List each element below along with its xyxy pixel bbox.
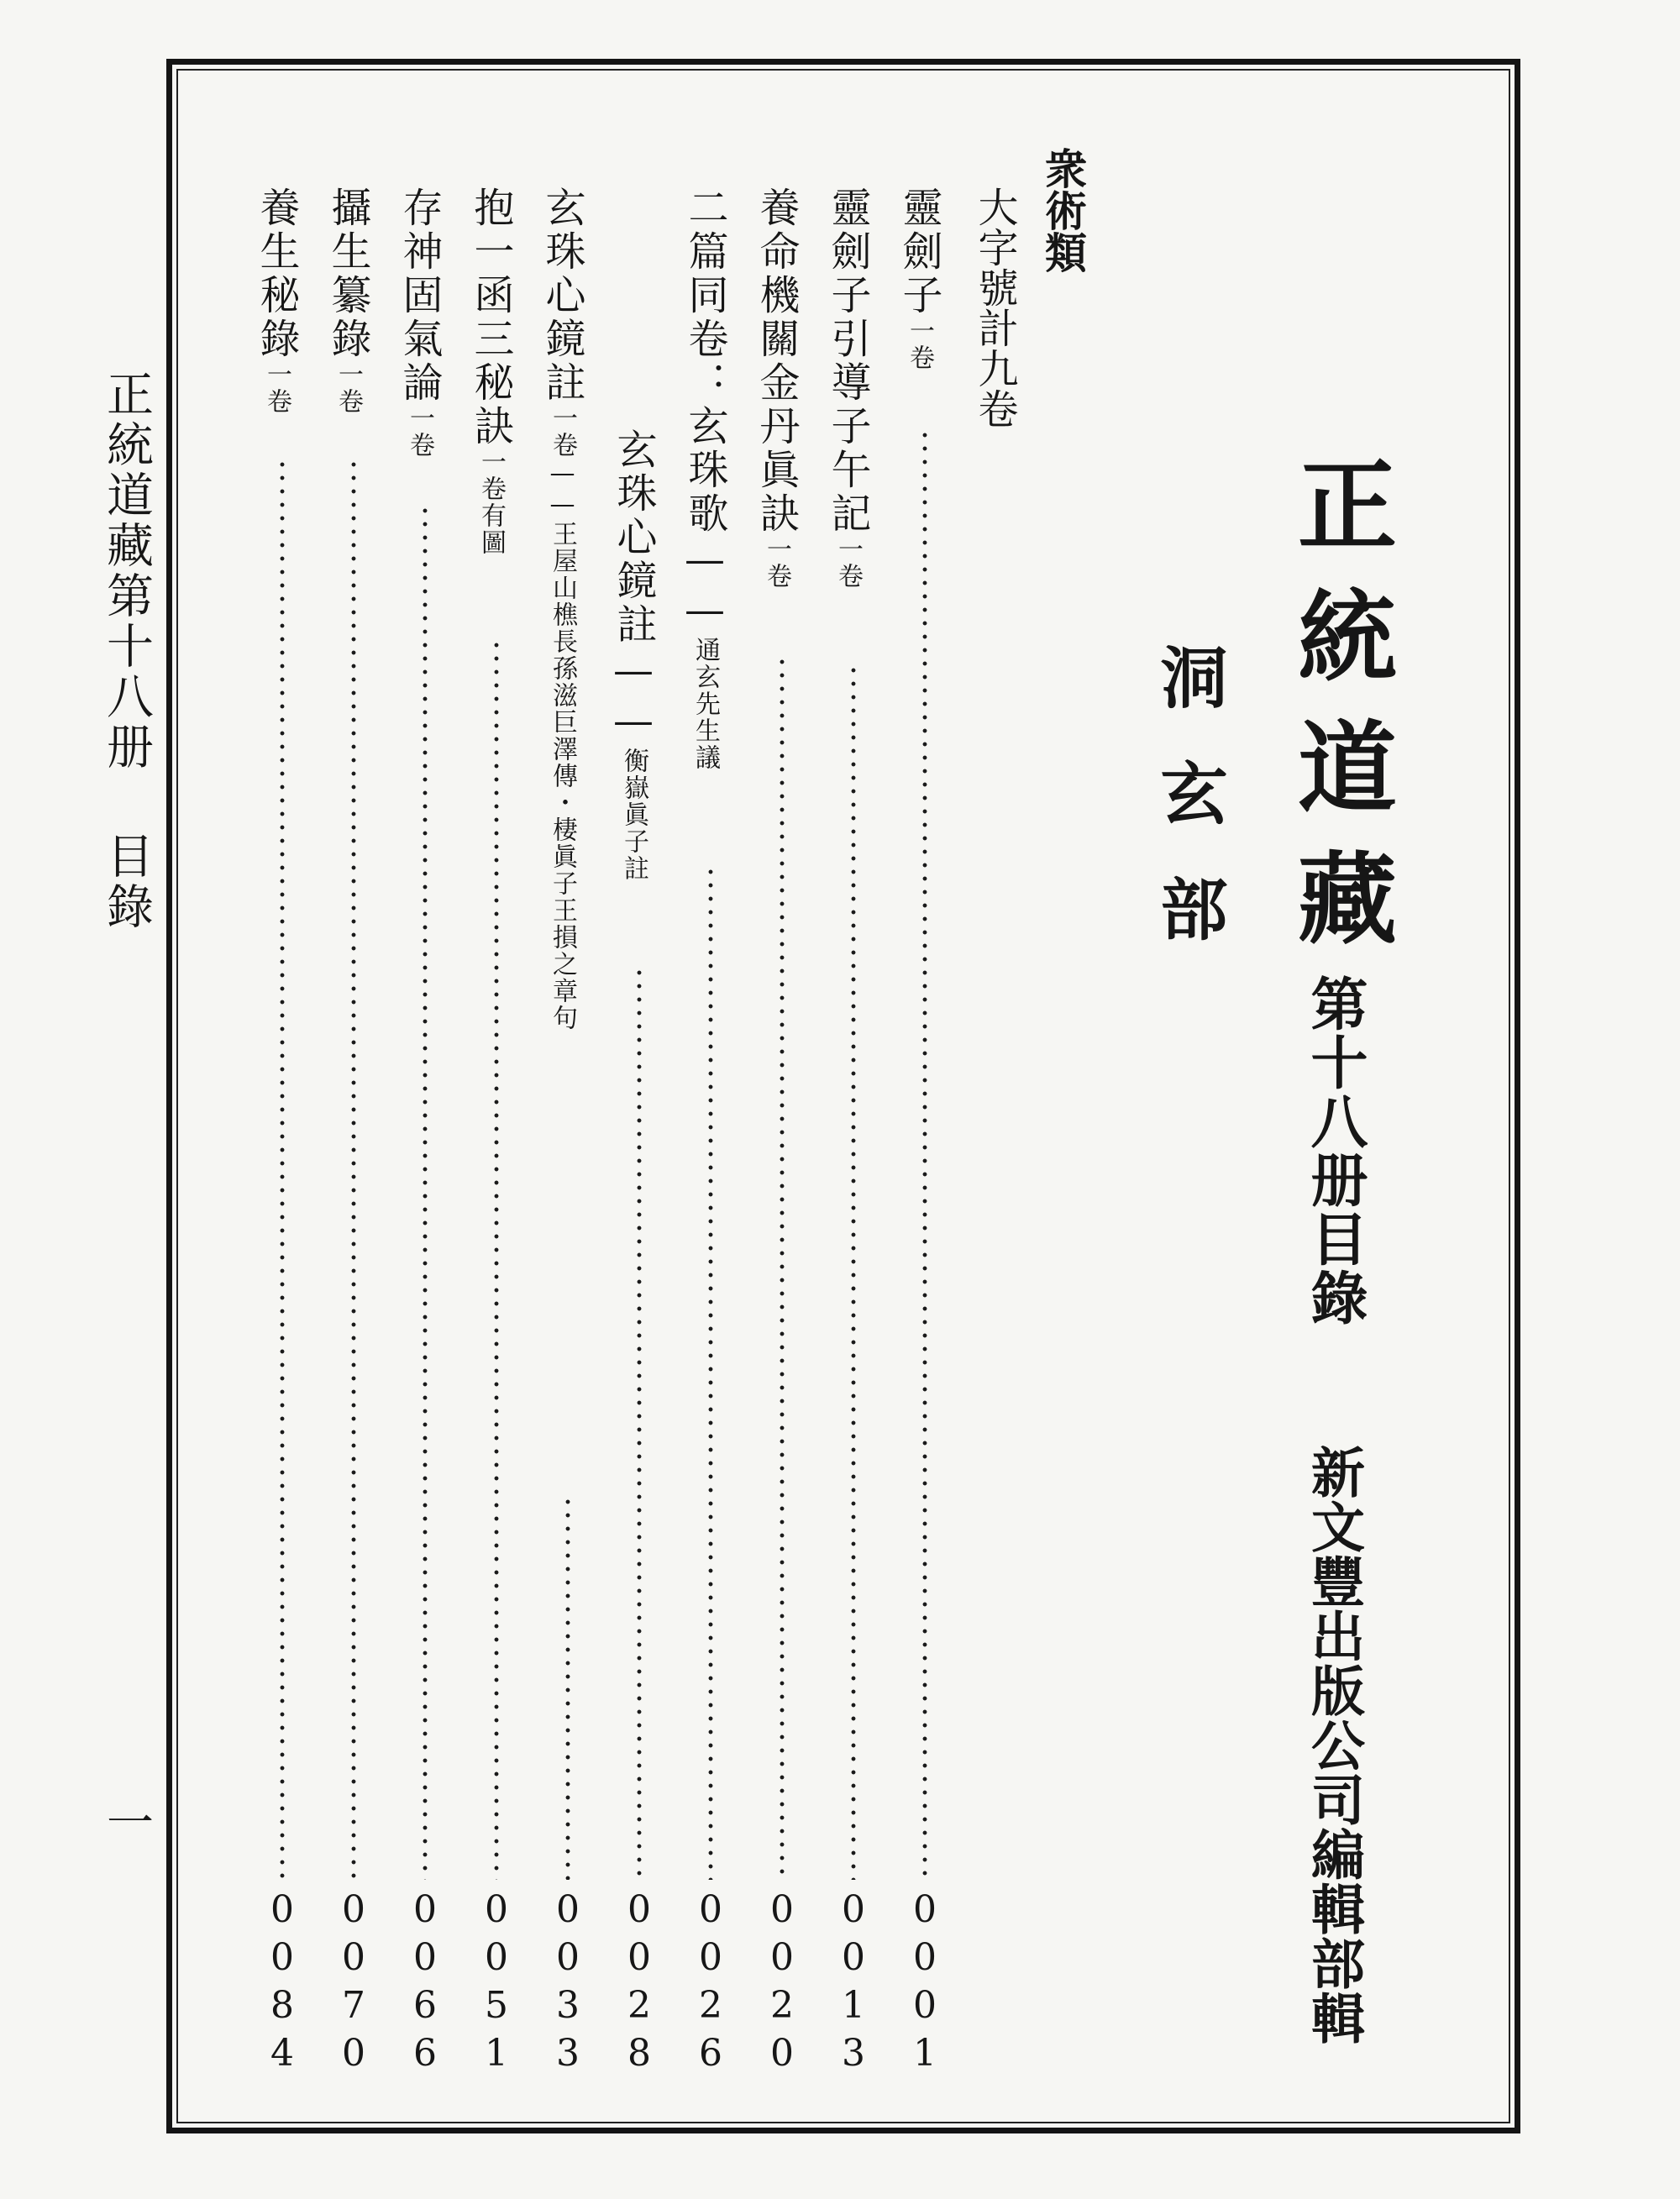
entry-title: 攝生纂錄 bbox=[324, 186, 371, 361]
page-digit: 5 bbox=[485, 1984, 508, 2027]
volume-title: 第十八册目錄 bbox=[1301, 974, 1368, 1327]
page-digit: 0 bbox=[342, 1936, 365, 1979]
page-digit: 0 bbox=[770, 1936, 794, 1979]
page-digit: 0 bbox=[413, 1888, 437, 1931]
entry-note: 一卷 bbox=[762, 536, 791, 590]
leader-dots bbox=[423, 504, 428, 1880]
leader-dots bbox=[922, 428, 927, 1880]
entry-note: 一卷 bbox=[905, 318, 934, 371]
page-digit: 0 bbox=[485, 1936, 508, 1979]
page-digit: 0 bbox=[770, 1888, 794, 1931]
page-digit: 6 bbox=[413, 2032, 437, 2075]
margin-section: 目錄 bbox=[99, 832, 154, 932]
margin-title: 正統道藏第十八册目錄 bbox=[99, 370, 154, 932]
entry-title: 靈劍子引導子午記 bbox=[824, 186, 871, 536]
page-digit: 1 bbox=[842, 1984, 865, 2027]
entry-title: 存神固氣論 bbox=[396, 186, 443, 405]
page-digit: 3 bbox=[556, 1984, 580, 2027]
toc-entry bbox=[610, 0, 665, 2199]
category-count: 大字號計九卷 bbox=[971, 186, 1018, 428]
page-digit: 0 bbox=[413, 1936, 437, 1979]
entry-page bbox=[331, 1886, 376, 2077]
entry-note: 一卷 bbox=[333, 361, 363, 415]
page-digit: 8 bbox=[627, 2032, 651, 2075]
entry-page bbox=[260, 1886, 305, 2077]
toc-entry bbox=[324, 0, 380, 2199]
toc-entry bbox=[895, 0, 951, 2199]
page-digit: 0 bbox=[913, 1888, 937, 1931]
toc-entry bbox=[467, 0, 522, 2199]
leader-dots bbox=[351, 458, 356, 1880]
leader-dots bbox=[780, 655, 785, 1880]
entry-note: 一卷 bbox=[262, 361, 291, 415]
toc-entry bbox=[824, 0, 879, 2199]
leader-dots bbox=[851, 664, 856, 1880]
entry-title: 靈劍子 bbox=[895, 186, 942, 318]
page-digit: 0 bbox=[556, 1888, 580, 1931]
page-digit: 3 bbox=[842, 2032, 865, 2075]
entry-note: 衡嶽眞子註 bbox=[619, 748, 648, 882]
page-digit: 1 bbox=[485, 2032, 508, 2075]
entry-title: 抱一函三秘訣 bbox=[467, 186, 514, 449]
entry-page bbox=[402, 1886, 448, 2077]
page-digit: 0 bbox=[770, 2032, 794, 2075]
publisher: 新文豐出版公司編輯部輯 bbox=[1302, 1445, 1365, 2045]
entry-page bbox=[902, 1886, 948, 2077]
page-number: 一 bbox=[99, 1798, 154, 1845]
page-digit: 0 bbox=[342, 2032, 365, 2075]
page-digit: 6 bbox=[413, 1984, 437, 2027]
page-digit: 6 bbox=[699, 2032, 722, 2075]
entry-page bbox=[545, 1886, 591, 2077]
entry-note: 一卷有圖 bbox=[476, 449, 506, 556]
page-digit: 0 bbox=[556, 1936, 580, 1979]
leader-dots bbox=[637, 966, 642, 1880]
page-digit: 0 bbox=[627, 1888, 651, 1931]
page-digit: 0 bbox=[699, 1936, 722, 1979]
leader-dots bbox=[494, 638, 499, 1880]
leader-dots bbox=[565, 1495, 570, 1880]
page-digit: 4 bbox=[270, 2032, 294, 2075]
toc-entry bbox=[753, 0, 808, 2199]
page-digit: 8 bbox=[270, 1984, 294, 2027]
page-digit: 2 bbox=[627, 1984, 651, 2027]
entry-page bbox=[474, 1886, 519, 2077]
toc-entry bbox=[538, 0, 594, 2199]
leader-dots bbox=[708, 865, 713, 1880]
page-digit: 0 bbox=[842, 1936, 865, 1979]
page-digit: 7 bbox=[342, 1984, 365, 2027]
page-digit: 0 bbox=[270, 1936, 294, 1979]
page-digit: 1 bbox=[913, 2032, 937, 2075]
entry-note: 一卷 bbox=[833, 536, 863, 590]
page-digit: 3 bbox=[556, 2032, 580, 2075]
entry-title: 養生秘錄 bbox=[253, 186, 300, 361]
division-title: 洞玄部 bbox=[1149, 643, 1228, 990]
page-digit: 0 bbox=[270, 1888, 294, 1931]
toc-entry bbox=[253, 0, 308, 2199]
entry-title: 玄珠心鏡註 bbox=[538, 186, 585, 405]
category-name: 衆術類 bbox=[1038, 147, 1088, 273]
page-digit: 0 bbox=[699, 1888, 722, 1931]
page-digit: 2 bbox=[770, 1984, 794, 2027]
page-digit: 0 bbox=[627, 1936, 651, 1979]
entry-note: 一卷——王屋山樵長孫滋巨澤傳・棲眞子王損之章句 bbox=[548, 405, 577, 1031]
page-digit: 0 bbox=[342, 1888, 365, 1931]
toc-entry bbox=[681, 0, 737, 2199]
page-digit: 0 bbox=[913, 1984, 937, 2027]
entry-title: 二篇同卷：玄珠歌—— bbox=[681, 186, 728, 637]
entry-page bbox=[831, 1886, 876, 2077]
collection-title: 正統道藏 bbox=[1281, 454, 1398, 978]
page-digit: 2 bbox=[699, 1984, 722, 2027]
toc-entry bbox=[396, 0, 451, 2199]
entry-page bbox=[759, 1886, 805, 2077]
page-digit: 0 bbox=[913, 1936, 937, 1979]
entry-title: 玄珠心鏡註—— bbox=[610, 428, 657, 748]
leader-dots bbox=[280, 458, 285, 1880]
entry-note: 一卷 bbox=[405, 405, 434, 459]
page-digit: 0 bbox=[842, 1888, 865, 1931]
entry-title: 養命機關金丹眞訣 bbox=[753, 186, 800, 536]
page-digit: 0 bbox=[485, 1888, 508, 1931]
entry-page bbox=[617, 1886, 662, 2077]
entry-note: 通玄先生議 bbox=[690, 637, 720, 771]
entry-page bbox=[688, 1886, 733, 2077]
